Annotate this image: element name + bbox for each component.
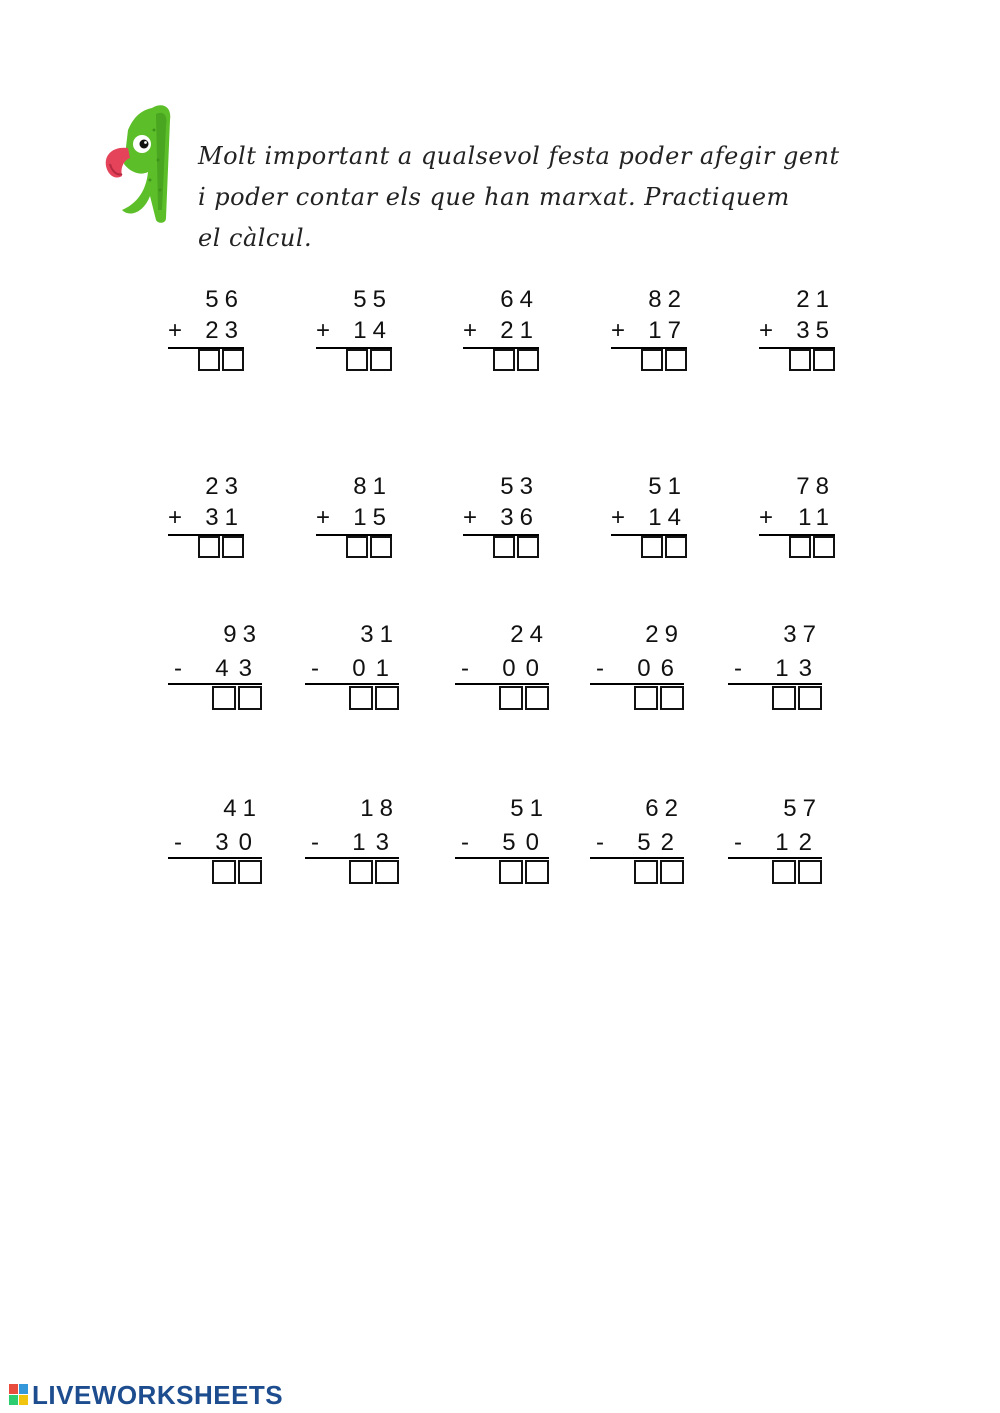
top-operand: 18 [360, 795, 399, 822]
sum-line [168, 683, 262, 685]
answer-tens-box[interactable] [772, 860, 796, 884]
answer-units-box[interactable] [525, 860, 549, 884]
plus-sign: + [611, 317, 626, 344]
bottom-operand: 21 [500, 317, 539, 344]
sum-line [590, 857, 684, 859]
top-operand: 31 [360, 621, 399, 648]
instructions-line-1: Molt important a qualsevol festa poder afegir gent [198, 142, 840, 170]
answer-tens-box[interactable] [641, 349, 663, 371]
math-problem [168, 791, 262, 886]
math-problem [463, 286, 539, 381]
answer-units-box[interactable] [375, 860, 399, 884]
minus-sign: - [461, 829, 469, 856]
bottom-operand: 11 [798, 504, 835, 531]
answer-units-box[interactable] [798, 860, 822, 884]
bottom-operand: 14 [353, 317, 392, 344]
sum-line [305, 683, 399, 685]
bottom-operand: 30 [215, 829, 262, 856]
math-problem [611, 286, 687, 381]
plus-sign: + [463, 504, 478, 531]
math-problem [168, 617, 262, 712]
answer-tens-box[interactable] [499, 860, 523, 884]
plus-sign: + [316, 504, 331, 531]
bottom-operand: 31 [205, 504, 244, 531]
minus-sign: - [461, 655, 469, 682]
math-problem [305, 791, 399, 886]
top-operand: 24 [510, 621, 549, 648]
math-problem [168, 473, 244, 568]
answer-tens-box[interactable] [198, 349, 220, 371]
instructions-line-2: i poder contar els que han marxat. Practiquem [198, 183, 790, 211]
minus-sign: - [596, 655, 604, 682]
plus-sign: + [168, 504, 183, 531]
top-operand: 81 [353, 473, 392, 500]
top-operand: 93 [223, 621, 262, 648]
minus-sign: - [311, 829, 319, 856]
top-operand: 56 [205, 286, 244, 313]
sum-line [455, 857, 549, 859]
math-problem [305, 617, 399, 712]
bottom-operand: 50 [502, 829, 549, 856]
answer-units-box[interactable] [370, 536, 392, 558]
bottom-operand: 01 [352, 655, 399, 682]
bottom-operand: 15 [353, 504, 392, 531]
answer-tens-box[interactable] [349, 860, 373, 884]
answer-tens-box[interactable] [789, 536, 811, 558]
answer-tens-box[interactable] [346, 349, 368, 371]
math-problem [759, 473, 835, 568]
plus-sign: + [316, 317, 331, 344]
logo-text: LIVEWORKSHEETS [32, 1379, 284, 1410]
math-problem [590, 791, 684, 886]
top-operand: 51 [648, 473, 687, 500]
answer-units-box[interactable] [517, 349, 539, 371]
answer-tens-box[interactable] [212, 686, 236, 710]
answer-units-box[interactable] [375, 686, 399, 710]
answer-units-box[interactable] [813, 349, 835, 371]
answer-tens-box[interactable] [772, 686, 796, 710]
top-operand: 21 [796, 286, 835, 313]
liveworksheets-logo-icon [8, 1382, 30, 1408]
top-operand: 53 [500, 473, 539, 500]
answer-tens-box[interactable] [493, 349, 515, 371]
bottom-operand: 06 [637, 655, 684, 682]
answer-units-box[interactable] [525, 686, 549, 710]
bottom-operand: 13 [775, 655, 822, 682]
plus-sign: + [759, 317, 774, 344]
answer-tens-box[interactable] [634, 860, 658, 884]
bottom-operand: 35 [796, 317, 835, 344]
bottom-operand: 23 [205, 317, 244, 344]
bottom-operand: 12 [775, 829, 822, 856]
answer-units-box[interactable] [665, 349, 687, 371]
answer-tens-box[interactable] [499, 686, 523, 710]
sum-line [305, 857, 399, 859]
minus-sign: - [596, 829, 604, 856]
minus-sign: - [311, 655, 319, 682]
answer-units-box[interactable] [660, 860, 684, 884]
top-operand: 41 [223, 795, 262, 822]
top-operand: 29 [645, 621, 684, 648]
math-problem [728, 617, 822, 712]
plus-sign: + [463, 317, 478, 344]
math-problem [316, 473, 392, 568]
math-problem [455, 791, 549, 886]
answer-units-box[interactable] [370, 349, 392, 371]
answer-units-box[interactable] [660, 686, 684, 710]
parrot-mascot-icon [100, 100, 180, 225]
answer-units-box[interactable] [222, 536, 244, 558]
answer-tens-box[interactable] [212, 860, 236, 884]
top-operand: 62 [645, 795, 684, 822]
bottom-operand: 14 [648, 504, 687, 531]
math-problem [611, 473, 687, 568]
top-operand: 78 [796, 473, 835, 500]
plus-sign: + [759, 504, 774, 531]
plus-sign: + [168, 317, 183, 344]
answer-tens-box[interactable] [198, 536, 220, 558]
math-problem [759, 286, 835, 381]
sum-line [168, 857, 262, 859]
minus-sign: - [734, 655, 742, 682]
top-operand: 23 [205, 473, 244, 500]
bottom-operand: 00 [502, 655, 549, 682]
top-operand: 37 [783, 621, 822, 648]
answer-units-box[interactable] [238, 686, 262, 710]
instructions-text [198, 136, 878, 259]
math-problem [316, 286, 392, 381]
math-problem [168, 286, 244, 381]
answer-units-box[interactable] [665, 536, 687, 558]
minus-sign: - [174, 655, 182, 682]
liveworksheets-logo [8, 1380, 283, 1410]
bottom-operand: 36 [500, 504, 539, 531]
bottom-operand: 13 [352, 829, 399, 856]
answer-units-box[interactable] [238, 860, 262, 884]
answer-units-box[interactable] [798, 686, 822, 710]
sum-line [728, 857, 822, 859]
answer-tens-box[interactable] [346, 536, 368, 558]
sum-line [590, 683, 684, 685]
math-problem [455, 617, 549, 712]
answer-tens-box[interactable] [634, 686, 658, 710]
math-problem [590, 617, 684, 712]
answer-tens-box[interactable] [789, 349, 811, 371]
top-operand: 51 [510, 795, 549, 822]
answer-tens-box[interactable] [493, 536, 515, 558]
top-operand: 55 [353, 286, 392, 313]
bottom-operand: 52 [637, 829, 684, 856]
answer-units-box[interactable] [222, 349, 244, 371]
answer-units-box[interactable] [517, 536, 539, 558]
math-problem [463, 473, 539, 568]
minus-sign: - [174, 829, 182, 856]
sum-line [455, 683, 549, 685]
answer-tens-box[interactable] [349, 686, 373, 710]
top-operand: 57 [783, 795, 822, 822]
instructions-line-3: el càlcul. [198, 224, 313, 252]
math-problem [728, 791, 822, 886]
sum-line [728, 683, 822, 685]
top-operand: 64 [500, 286, 539, 313]
minus-sign: - [734, 829, 742, 856]
bottom-operand: 17 [648, 317, 687, 344]
plus-sign: + [611, 504, 626, 531]
answer-tens-box[interactable] [641, 536, 663, 558]
answer-units-box[interactable] [813, 536, 835, 558]
top-operand: 82 [648, 286, 687, 313]
bottom-operand: 43 [215, 655, 262, 682]
